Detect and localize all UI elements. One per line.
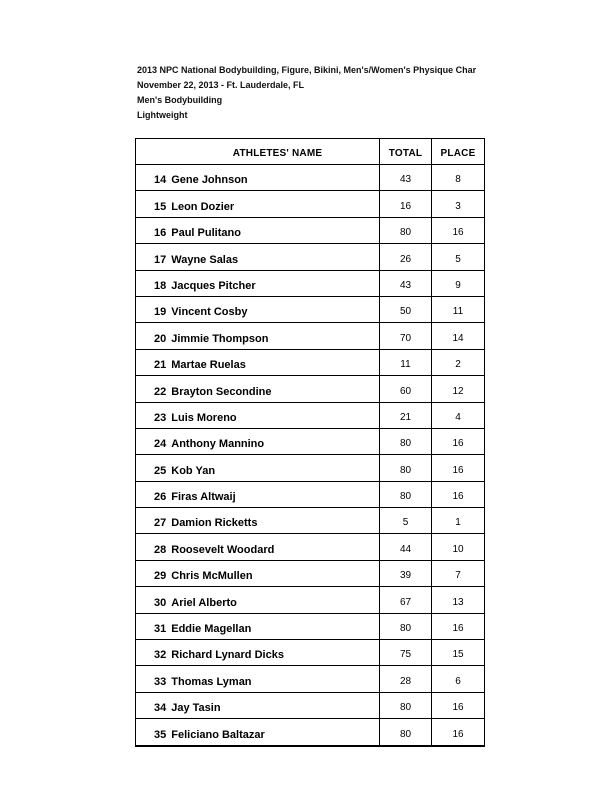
place-value: 16: [431, 614, 484, 639]
athlete-name: Gene Johnson: [171, 174, 248, 187]
total-value: 50: [379, 297, 431, 322]
athlete-name-cell: [136, 508, 379, 533]
athlete-name: Anthony Mannino: [171, 438, 265, 451]
athlete-name: Jay Tasin: [171, 702, 221, 715]
athlete-name: Vincent Cosby: [171, 306, 248, 319]
event-date-location: November 22, 2013 - Ft. Lauderdale, FL: [137, 80, 305, 90]
table-row: [136, 217, 484, 243]
place-value: 3: [431, 191, 484, 216]
total-value: 5: [379, 508, 431, 533]
athlete-name-cell: [136, 323, 379, 348]
total-value: 11: [379, 350, 431, 375]
place-value: 2: [431, 350, 484, 375]
total-value: 70: [379, 323, 431, 348]
table-header-row: [136, 139, 484, 164]
table-row: [136, 402, 484, 428]
athlete-name-cell: [136, 297, 379, 322]
place-value: 10: [431, 534, 484, 559]
column-header-athletes-name: ATHLETES' NAME: [232, 148, 323, 159]
athlete-name: Kob Yan: [171, 464, 216, 477]
table-row: [136, 560, 484, 586]
table-body: [136, 164, 484, 745]
total-value: 80: [379, 429, 431, 454]
athlete-name-cell: [136, 693, 379, 718]
table-row: [136, 428, 484, 454]
column-header-total: TOTAL: [379, 139, 431, 164]
place-value: 5: [431, 244, 484, 269]
athlete-number: 32: [154, 649, 167, 662]
athlete-name: Chris McMullen: [171, 570, 253, 583]
athlete-name: Firas Altwaij: [171, 491, 236, 504]
athlete-name: Jacques Pitcher: [171, 279, 256, 292]
total-value: 21: [379, 403, 431, 428]
total-value: 80: [379, 719, 431, 744]
total-value: 44: [379, 534, 431, 559]
athlete-name: Feliciano Baltazar: [171, 728, 265, 741]
athlete-name: Leon Dozier: [171, 200, 235, 213]
athlete-name-cell: [136, 244, 379, 269]
athlete-number: 20: [154, 332, 167, 345]
event-weight-class: Lightweight: [137, 110, 188, 120]
table-row: [136, 322, 484, 348]
athlete-number: 28: [154, 543, 167, 556]
total-value: 80: [379, 614, 431, 639]
total-value: 80: [379, 482, 431, 507]
table-row: [136, 375, 484, 401]
athlete-number: 33: [154, 675, 167, 688]
athlete-number: 29: [154, 570, 167, 583]
table-row: [136, 243, 484, 269]
athlete-number: 14: [154, 174, 167, 187]
athlete-name-cell: [136, 719, 379, 744]
table-row: [136, 586, 484, 612]
total-value: 39: [379, 561, 431, 586]
total-value: 26: [379, 244, 431, 269]
athlete-number: 23: [154, 411, 167, 424]
athlete-name-cell: [136, 587, 379, 612]
athlete-number: 17: [154, 253, 167, 266]
athlete-name-cell: [136, 561, 379, 586]
place-value: 6: [431, 666, 484, 691]
athlete-name: Jimmie Thompson: [171, 332, 269, 345]
place-value: 16: [431, 429, 484, 454]
athlete-name: Martae Ruelas: [171, 359, 246, 372]
table-row: [136, 481, 484, 507]
total-value: 80: [379, 693, 431, 718]
column-header-place: PLACE: [431, 139, 484, 164]
athlete-name-cell: [136, 666, 379, 691]
athlete-name-cell: [136, 403, 379, 428]
table-row: [136, 639, 484, 665]
total-value: 60: [379, 376, 431, 401]
athlete-number: 18: [154, 279, 167, 292]
table-row: [136, 613, 484, 639]
athlete-name: Brayton Secondine: [171, 385, 272, 398]
athlete-number: 19: [154, 306, 167, 319]
athlete-name: Thomas Lyman: [171, 675, 252, 688]
place-value: 8: [431, 165, 484, 190]
athlete-name: Ariel Alberto: [171, 596, 237, 609]
athlete-name: Roosevelt Woodard: [171, 543, 275, 556]
athlete-name: Paul Pulitano: [171, 227, 241, 240]
athlete-number: 31: [154, 623, 167, 636]
document-header: [137, 63, 476, 123]
place-value: 16: [431, 482, 484, 507]
table-row: [136, 665, 484, 691]
table-row: [136, 454, 484, 480]
total-value: 43: [379, 271, 431, 296]
table-row: [136, 296, 484, 322]
table-row: [136, 533, 484, 559]
athlete-name: Damion Ricketts: [171, 517, 258, 530]
table-row: [136, 164, 484, 190]
results-table: [135, 138, 485, 747]
athlete-number: 24: [154, 438, 167, 451]
total-value: 80: [379, 455, 431, 480]
athlete-name: Wayne Salas: [171, 253, 239, 266]
athlete-name-cell: [136, 271, 379, 296]
athlete-number: 34: [154, 702, 167, 715]
athlete-name: Luis Moreno: [171, 411, 237, 424]
athlete-name-cell: [136, 534, 379, 559]
athlete-number: 21: [154, 359, 167, 372]
athlete-name-cell: [136, 350, 379, 375]
athlete-name: Richard Lynard Dicks: [171, 649, 284, 662]
athlete-name-cell: [136, 455, 379, 480]
athlete-number: 22: [154, 385, 167, 398]
place-value: 13: [431, 587, 484, 612]
athlete-number: 26: [154, 491, 167, 504]
place-value: 9: [431, 271, 484, 296]
place-value: 16: [431, 455, 484, 480]
athlete-name-cell: [136, 640, 379, 665]
place-value: 7: [431, 561, 484, 586]
athlete-name: Eddie Magellan: [171, 623, 252, 636]
place-value: 16: [431, 719, 484, 744]
athlete-number: 27: [154, 517, 167, 530]
event-division: Men's Bodybuilding: [137, 95, 223, 105]
athlete-number: 25: [154, 464, 167, 477]
place-value: 14: [431, 323, 484, 348]
athlete-name-cell: [136, 218, 379, 243]
total-value: 80: [379, 218, 431, 243]
place-value: 1: [431, 508, 484, 533]
table-row: [136, 349, 484, 375]
total-value: 16: [379, 191, 431, 216]
total-value: 28: [379, 666, 431, 691]
athlete-number: 15: [154, 200, 167, 213]
table-row: [136, 507, 484, 533]
athlete-number: 30: [154, 596, 167, 609]
table-row: [136, 190, 484, 216]
place-value: 16: [431, 218, 484, 243]
athlete-name-cell: [136, 165, 379, 190]
athlete-name-cell: [136, 191, 379, 216]
place-value: 12: [431, 376, 484, 401]
table-row: [136, 270, 484, 296]
event-title: 2013 NPC National Bodybuilding, Figure, Bikini, Men's/Women's Physique Char: [137, 65, 477, 75]
place-value: 16: [431, 693, 484, 718]
total-value: 75: [379, 640, 431, 665]
total-value: 43: [379, 165, 431, 190]
place-value: 11: [431, 297, 484, 322]
athlete-name-cell: [136, 376, 379, 401]
athlete-name-cell: [136, 429, 379, 454]
place-value: 15: [431, 640, 484, 665]
table-row: [136, 692, 484, 718]
athlete-number: 16: [154, 227, 167, 240]
athlete-number: 35: [154, 728, 167, 741]
total-value: 67: [379, 587, 431, 612]
place-value: 4: [431, 403, 484, 428]
athlete-name-cell: [136, 482, 379, 507]
table-row: [136, 718, 484, 744]
athlete-name-cell: [136, 614, 379, 639]
